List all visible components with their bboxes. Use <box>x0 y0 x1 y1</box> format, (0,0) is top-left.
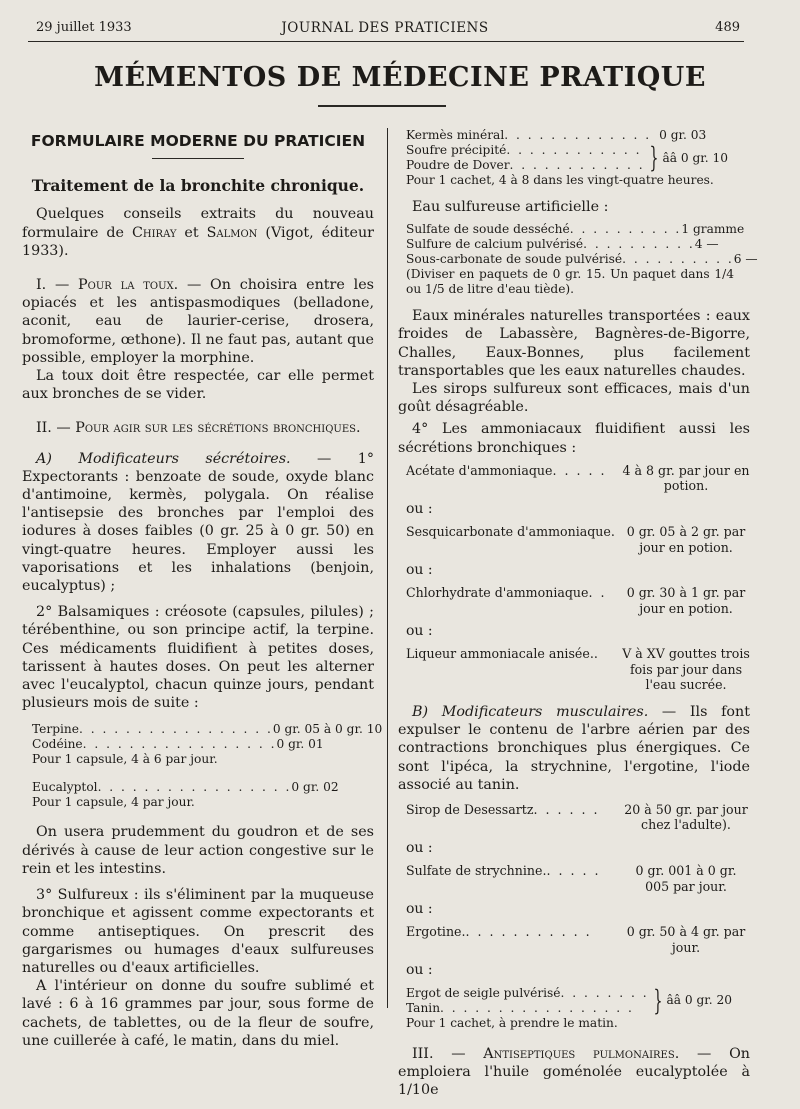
paragraph-modificateurs: A) Modificateurs sécrétoires. — 1° Expectorants : benzoate de soude, oxyde blanc d'antimoine, kermès, polygala. On réalise l'antisepsie des bronches par l'emploi des iodures à doses faibles (0 gr. 25 à 0 gr. 50) en vingt-quatre heures. Employer aussi les vaporisations et les inhalations (benjoin, eucalyptus) ; <box>22 450 374 595</box>
drug-row: Sesquicarbonate d'ammoniaque. 0 gr. 05 à 2 gr. par jour en potion. <box>406 524 746 555</box>
recipe-row: Poudre de Dover . . . . . . . . . . . . <box>406 158 645 172</box>
ou-separator: ou : <box>406 500 433 517</box>
paragraph-soufre: A l'intérieur on donne du soufre sublimé et lavé : 6 à 16 grammes par jour, sous forme de cachets, de tablettes, ou de la fleur de soufre, une cuillerée à café, le matin, dans du miel. <box>22 978 374 1049</box>
author-name: Chiray <box>131 224 177 241</box>
intro-paragraph: Quelques conseils extraits du nouveau formulaire de Chiray et Salmon (Vigot, éditeur 1933). <box>22 206 375 259</box>
recipe-row: Eucalyptol . . . . . . . . . . . . . . . . . 0 gr. 02 <box>32 780 339 795</box>
paragraph-goudron: On usera prudemment du goudron et de ses dérivés à cause de leur action congestive sur le rein et les intestins. <box>22 824 374 877</box>
brace-glyph: } <box>649 141 659 174</box>
drug-row: Sulfate de strychnine. . . . . . 0 gr. 001 à 0 gr. 005 par jour. <box>406 863 737 894</box>
section-rule <box>152 158 244 159</box>
drug-row: Liqueur ammoniacale anisée. . V à XV gouttes trois fois par jour dans l'eau sucrée. <box>406 646 750 693</box>
recipe-eucalyptol <box>32 780 362 810</box>
ou-separator: ou : <box>406 901 433 918</box>
recipe-row: Sous-carbonate de soude pulvérisé . . . . . . . . . . 6 — <box>406 252 758 267</box>
recipe-eau-sulfureuse <box>406 222 758 297</box>
recipe-row: Terpine . . . . . . . . . . . . . . . . . 0 gr. 05 à 0 gr. 10 <box>32 722 383 737</box>
paragraph-toux: I. — Pour la toux. — On choisira entre les opiacés et les antispasmodiques (belladone, aconit, eau de laurier-cerise, drosera, bromoforme, œthone). Il ne faut pas, autant que possible, employer la morphine. <box>22 277 374 366</box>
header-date: 29 juillet 1933 <box>36 20 132 35</box>
paragraph-sirops: Les sirops sulfureux sont efficaces, mais d'un goût désagréable. <box>398 381 750 416</box>
paragraph-heading: A) Modificateurs sécrétoires. <box>36 450 291 467</box>
author-name: Salmon <box>206 224 258 241</box>
paragraph-heading: I. — Pour la toux. <box>36 277 179 294</box>
recipe-note: (Diviser en paquets de 0 gr. 15. Un paquet dans 1/4 ou 1/5 de litre d'eau tiède). <box>406 267 734 297</box>
recipe-row: Tanin . . . . . . . . . . . . . . . . . <box>406 1000 634 1015</box>
recipe-row: Sulfure de calcium pulvérisé . . . . . . . . . . 4 — <box>406 237 719 252</box>
main-title: MÉMENTOS DE MÉDECINE PRATIQUE <box>94 62 706 93</box>
paragraph-heading-secretions: II. — Pour agir sur les sécrétions bronchiques. <box>36 420 361 437</box>
recipe-note: Pour 1 capsule, 4 par jour. <box>32 795 195 810</box>
recipe-note: Pour 1 cachet, à prendre le matin. <box>406 1015 618 1030</box>
paragraph-eaux-minerales: Eaux minérales naturelles transportées : eaux froides de Labassère, Bagnères-de-Bigorre, Challes, Eaux-Bonnes, plus facilement transportables que les eaux naturelles chaudes. <box>398 308 750 379</box>
ou-separator: ou : <box>406 562 433 579</box>
drug-row: Acétate d'ammoniaque . . . . . 4 à 8 gr. par jour en potion. <box>406 462 750 494</box>
paragraph-heading: B) Modificateurs musculaires. <box>412 703 649 720</box>
column-separator <box>387 128 388 1008</box>
header-page-number: 489 <box>715 20 740 35</box>
recipe-ergot <box>406 983 736 1031</box>
musculaires-list <box>406 802 750 980</box>
drug-row: Chlorhydrate d'ammoniaque . . 0 gr. 30 à 1 gr. par jour en potion. <box>406 585 746 616</box>
running-header <box>26 18 744 38</box>
paragraph-heading: III. — Antiseptiques pulmonaires. <box>412 1045 680 1062</box>
right-column <box>398 128 758 1099</box>
ou-separator: ou : <box>406 623 433 640</box>
ou-separator: ou : <box>406 962 433 979</box>
recipe-group: Ergot de seigle pulvérisé . . . . . . . . Tanin . . . . . . . . . . . . . . . . . } ââ 0 gr. 20 <box>406 983 733 1017</box>
paragraph-balsamiques: 2° Balsamiques : créosote (capsules, pilules) ; térébenthine, ou son principe actif, la terpine. Ces médicaments fluidifient à petites doses, tarissent à hautes doses. On peut les alterner avec l'eucalyptol, chacun quinze jours, pendant plusieurs mois de suite : <box>22 604 374 712</box>
recipe-terpine <box>32 722 383 767</box>
recipe-group: Soufre précipité . . . . . . . . . . . . Poudre de Dover . . . . . . . . . . . . } ââ 0 gr. 10 <box>406 141 729 174</box>
left-column <box>22 128 383 1050</box>
section-title: FORMULAIRE MODERNE DU PRATICIEN <box>30 132 366 150</box>
paragraph-musculaires: B) Modificateurs musculaires. — Ils font expulser le contenu de l'arbre aérien par des contractions bronchiques plus énergiques. Ce sont l'ipéca, la strychnine, l'ergotine, l'iode associé au tanin. <box>398 703 750 793</box>
title-rule <box>318 105 446 107</box>
recipe-note: Pour 1 cachet, 4 à 8 dans les vingt-quatre heures. <box>406 173 714 187</box>
paragraph: La toux doit être respectée, car elle permet aux bronches de se vider. <box>22 368 374 403</box>
ammoniacaux-list <box>406 463 750 693</box>
recipe-row: Codéine . . . . . . . . . . . . . . . . . 0 gr. 01 <box>32 737 324 752</box>
recipe-row: Soufre précipité . . . . . . . . . . . . <box>406 143 642 157</box>
header-rule <box>28 41 744 42</box>
recipe-kermes <box>406 128 736 188</box>
eau-sulfureuse-title: Eau sulfureuse artificielle : <box>412 199 609 215</box>
brace-glyph: } <box>653 983 663 1017</box>
paragraph-sulfureux: 3° Sulfureux : ils s'éliminent par la muqueuse bronchique et agissent comme expectorants et comme antiseptiques. On prescrit des gargarismes ou humages d'eaux sulfureuses naturelles ou d'eaux artificielles. <box>22 887 374 976</box>
paragraph-antiseptiques: III. — Antiseptiques pulmonaires. — On emploiera l'huile goménolée eucalyptolée à 1/10e <box>398 1045 750 1098</box>
recipe-row: Kermès minéral . . . . . . . . . . . . . 0 gr. 03 <box>406 128 707 142</box>
recipe-row: Sulfate de soude desséché . . . . . . . . . . 1 gramme <box>406 222 745 237</box>
header-journal-name: JOURNAL DES PRATICIENS <box>281 20 489 36</box>
recipe-note: Pour 1 capsule, 4 à 6 par jour. <box>32 752 218 767</box>
drug-row: Sirop de Desessartz . . . . . . 20 à 50 gr. par jour chez l'adulte). <box>406 801 748 833</box>
paragraph-ammoniacaux: 4° Les ammoniacaux fluidifient aussi les sécrétions bronchiques : <box>398 421 750 456</box>
drug-row: Ergotine. . . . . . . . . . . . 0 gr. 50 à 4 gr. par jour. <box>406 924 746 955</box>
ou-separator: ou : <box>406 839 433 856</box>
article-subtitle: Traitement de la bronchite chronique. <box>31 176 365 196</box>
recipe-row: Ergot de seigle pulvérisé . . . . . . . . <box>406 985 649 1000</box>
